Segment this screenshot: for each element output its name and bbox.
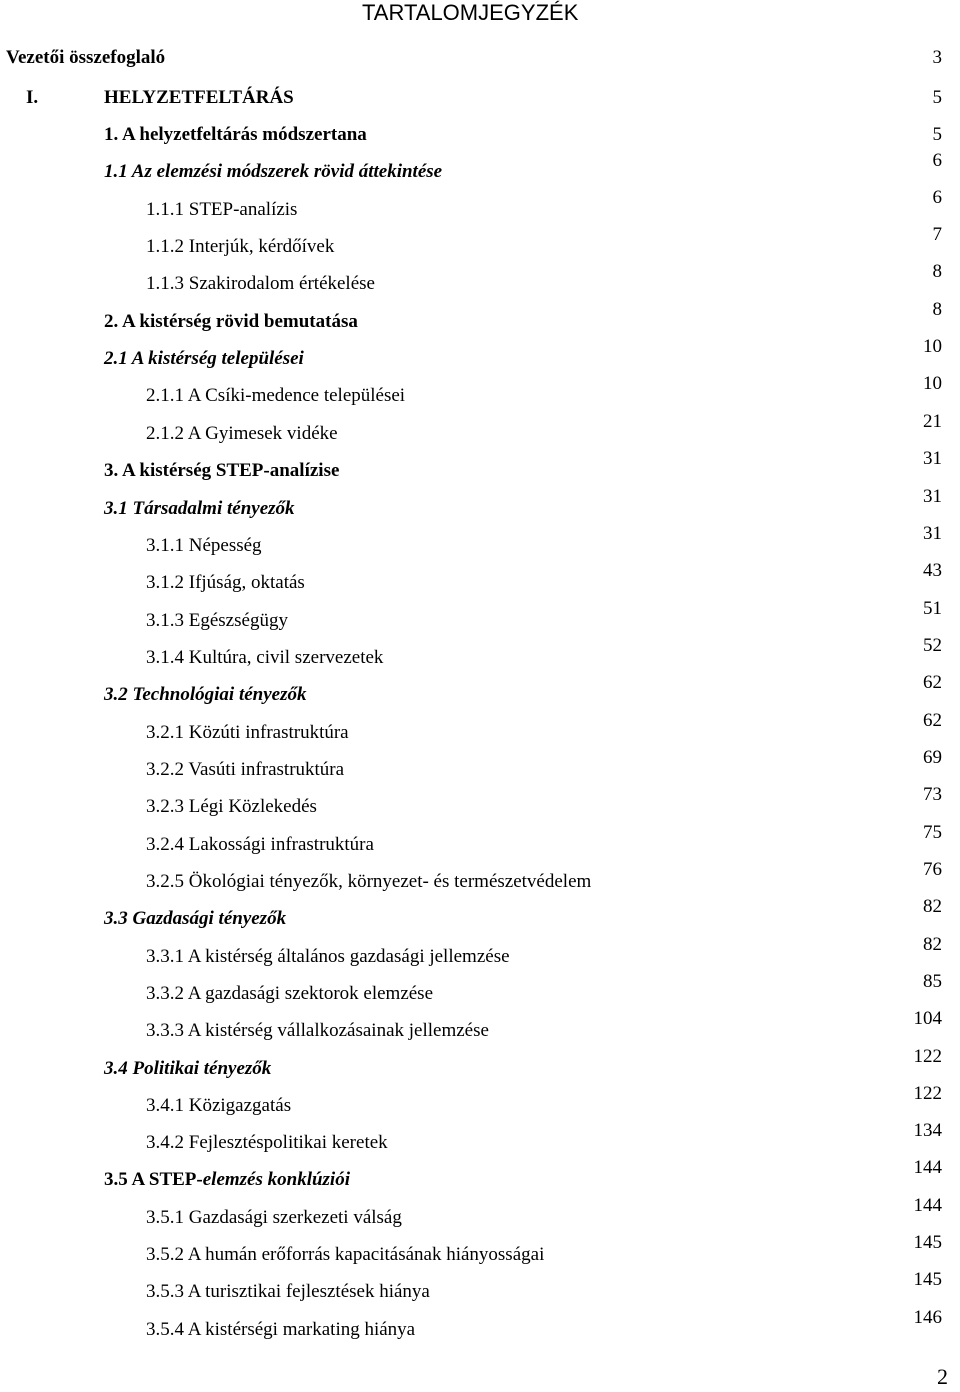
toc-entry-label[interactable]: 3.4.1 Közigazgatás xyxy=(146,1095,292,1116)
toc-page-number: 10 xyxy=(923,373,942,394)
toc-entry-label[interactable]: 2.1 A kistérség települései xyxy=(104,348,304,369)
toc-page-number: 145 xyxy=(913,1232,942,1253)
toc-page-number: 122 xyxy=(913,1046,942,1067)
toc-entry-label[interactable]: 1.1.3 Szakirodalom értékelése xyxy=(146,273,375,294)
toc-entry-label[interactable]: 3.2.1 Közúti infrastruktúra xyxy=(146,722,349,743)
toc-page-number: 134 xyxy=(913,1120,942,1141)
toc-entry-label[interactable]: 3.3.2 A gazdasági szektorok elemzése xyxy=(146,983,434,1004)
toc-page-number: 43 xyxy=(923,560,942,581)
toc-page-number: 82 xyxy=(923,896,942,917)
toc-entry-label[interactable]: 3.2.5 Ökológiai tényezők, környezet- és természetvédelem xyxy=(146,871,592,892)
toc-page-number: 8 xyxy=(932,261,942,282)
toc-page-number: 122 xyxy=(913,1083,942,1104)
page-number-footer: 2 xyxy=(937,1364,948,1389)
toc-entry-label[interactable]: 3.5.1 Gazdasági szerkezeti válság xyxy=(146,1207,402,1228)
toc-entry-label[interactable]: 3.3 Gazdasági tényezők xyxy=(104,908,287,929)
toc-entry-label[interactable]: 3.1.1 Népesség xyxy=(146,535,262,556)
toc-entry-label[interactable]: 2. A kistérség rövid bemutatása xyxy=(104,311,358,332)
page-title: TARTALOMJEGYZÉK xyxy=(362,0,579,25)
toc-entry-label[interactable]: 3.5.4 A kistérségi markating hiánya xyxy=(146,1319,416,1340)
toc-page-number: 85 xyxy=(923,971,942,992)
toc-page-number: 6 xyxy=(932,150,942,171)
toc-page-number: 10 xyxy=(923,336,942,357)
toc-page-number: 6 xyxy=(932,187,942,208)
toc-entry-label-italic: elemzés konklúziói xyxy=(202,1169,350,1190)
toc-entry-label-plain: 3.5 A STEP- xyxy=(104,1169,203,1190)
toc-entry-label[interactable]: 3.5.3 A turisztikai fejlesztések hiánya xyxy=(146,1281,430,1302)
toc-entry-label[interactable]: 3.1.4 Kultúra, civil szervezetek xyxy=(146,647,384,668)
toc-page-number: 144 xyxy=(913,1195,942,1216)
toc-entry-label[interactable]: 1.1 Az elemzési módszerek rövid áttekintése xyxy=(104,161,443,182)
toc-entry-label[interactable]: 1.1.1 STEP-analízis xyxy=(146,199,298,220)
toc-page-number: 5 xyxy=(932,124,942,145)
toc-entry-label[interactable] xyxy=(104,1168,350,1192)
toc-page-number: 82 xyxy=(923,934,942,955)
toc-page-number: 144 xyxy=(913,1157,942,1178)
toc-page-number: 145 xyxy=(913,1269,942,1290)
toc-entry-label[interactable]: 3.2.3 Légi Közlekedés xyxy=(146,796,317,817)
toc-page-number: 73 xyxy=(923,784,942,805)
toc-entry-label[interactable]: 3.3.1 A kistérség általános gazdasági jellemzése xyxy=(146,946,510,967)
toc-page-number: 52 xyxy=(923,635,942,656)
toc-entry-label[interactable]: 1. A helyzetfeltárás módszertana xyxy=(104,124,367,145)
toc-entry-label[interactable]: 3.1.3 Egészségügy xyxy=(146,610,288,631)
toc-page-number: 21 xyxy=(923,411,942,432)
toc-entry-label[interactable]: Vezetői összefoglaló xyxy=(6,47,166,68)
toc-entry-label[interactable]: 3.3.3 A kistérség vállalkozásainak jellemzése xyxy=(146,1020,489,1041)
toc-entry-label[interactable]: 3.1 Társadalmi tényezők xyxy=(104,498,295,519)
toc-page-number: 76 xyxy=(923,859,942,880)
toc-entry-label[interactable]: 3. A kistérség STEP-analízise xyxy=(104,460,340,481)
toc-page-number: 31 xyxy=(923,448,942,469)
toc-entry-label[interactable]: 2.1.1 A Csíki-medence települései xyxy=(146,385,406,406)
toc-entry-label[interactable]: 3.2 Technológiai tényezők xyxy=(104,684,307,705)
toc-entry-label[interactable]: 3.2.4 Lakossági infrastruktúra xyxy=(146,834,374,855)
toc-page-number: 75 xyxy=(923,822,942,843)
toc-entry-label[interactable]: 3.1.2 Ifjúság, oktatás xyxy=(146,572,305,593)
toc-page-number: 3 xyxy=(932,47,942,68)
toc-entry-label[interactable]: 3.4 Politikai tényezők xyxy=(104,1058,272,1079)
toc-entry-number: I. xyxy=(26,87,39,108)
toc-page-number: 8 xyxy=(932,299,942,320)
toc-entry-label[interactable]: HELYZETFELTÁRÁS xyxy=(104,87,294,108)
toc-entry-label[interactable]: 1.1.2 Interjúk, kérdőívek xyxy=(146,236,335,257)
toc-entry-label[interactable]: 3.2.2 Vasúti infrastruktúra xyxy=(146,759,345,780)
toc-page-number: 5 xyxy=(932,87,942,108)
toc-page-number: 51 xyxy=(923,598,942,619)
toc-entry-label[interactable]: 2.1.2 A Gyimesek vidéke xyxy=(146,423,338,444)
toc-entry-label[interactable]: 3.5.2 A humán erőforrás kapacitásának hiányosságai xyxy=(146,1244,545,1265)
toc-page-number: 62 xyxy=(923,672,942,693)
toc-page-number: 31 xyxy=(923,523,942,544)
toc-page-number: 69 xyxy=(923,747,942,768)
toc-page-number: 31 xyxy=(923,486,942,507)
toc-page-number: 104 xyxy=(913,1008,942,1029)
toc-page-number: 7 xyxy=(932,224,942,245)
toc-entry-label[interactable]: 3.4.2 Fejlesztéspolitikai keretek xyxy=(146,1132,388,1153)
toc-page-number: 146 xyxy=(913,1307,942,1328)
toc-page-number: 62 xyxy=(923,710,942,731)
